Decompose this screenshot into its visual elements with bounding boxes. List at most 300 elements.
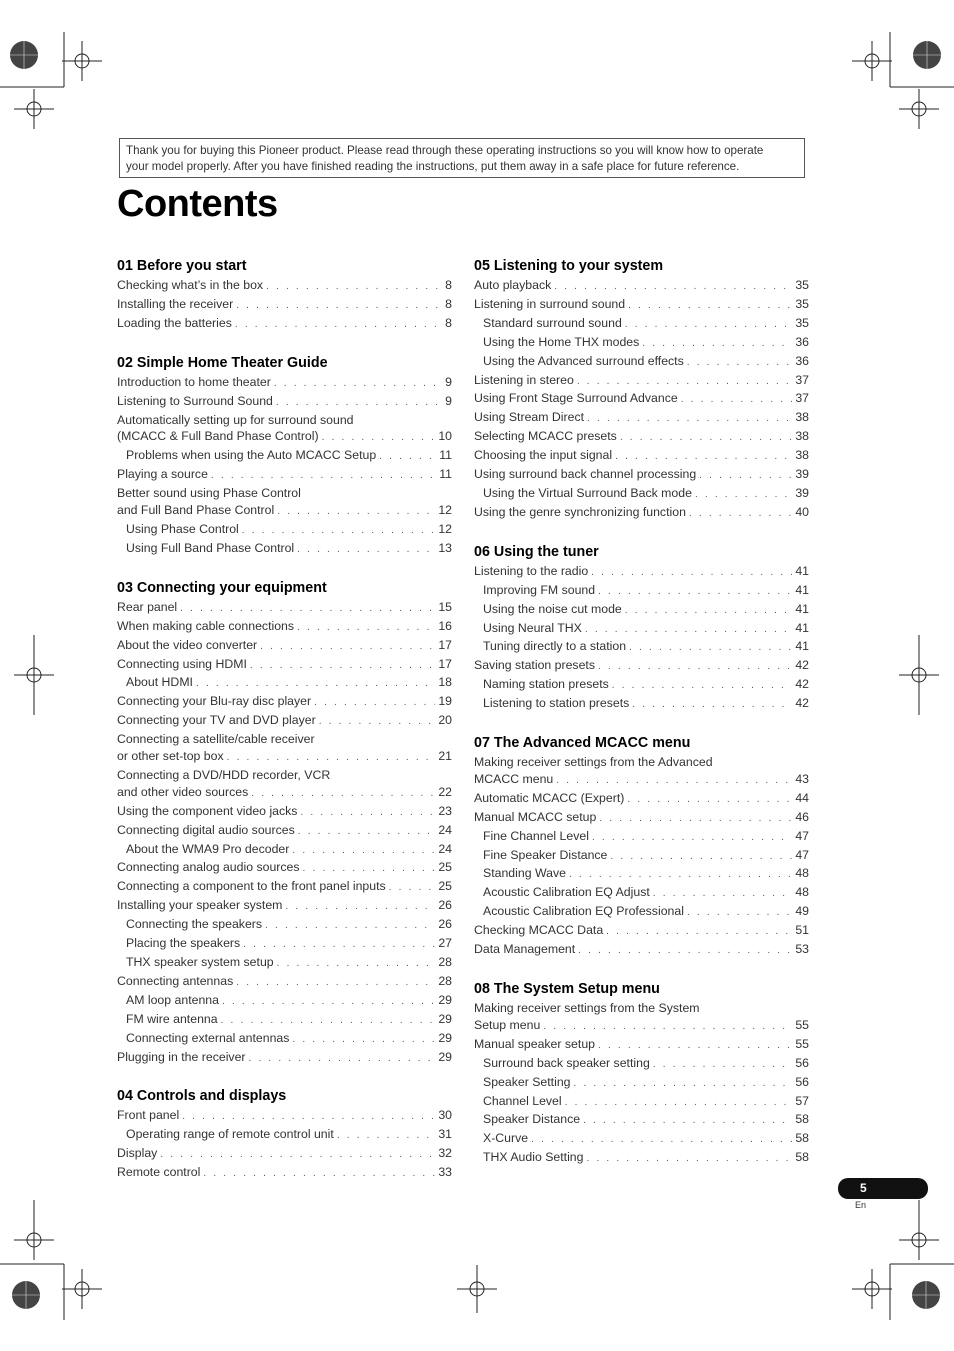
entry-page-number: 29 (438, 1030, 452, 1045)
entry-page-number: 10 (438, 429, 452, 444)
toc-entry[interactable] (117, 521, 452, 540)
toc-entry[interactable] (117, 315, 452, 334)
toc-entry[interactable] (117, 897, 452, 916)
entry-title: About HDMI (126, 675, 193, 690)
entry-title: Standing Wave (483, 866, 566, 881)
entry-page-number: 11 (439, 467, 452, 482)
dot-leader (556, 773, 792, 790)
language-label: En (855, 1200, 867, 1210)
toc-entry[interactable] (474, 582, 809, 601)
dot-leader (583, 1113, 792, 1130)
entry-title: Connecting your Blu-ray disc player (117, 694, 312, 709)
dot-leader (182, 1109, 435, 1126)
toc-entry[interactable] (117, 822, 452, 841)
entry-title: Using the Advanced surround effects (483, 353, 684, 368)
dot-leader (543, 1019, 792, 1036)
entry-page-number: 31 (438, 1127, 452, 1142)
entry-page-number: 17 (438, 656, 452, 671)
entry-title: X-Curve (483, 1131, 529, 1146)
entry-page-number: 16 (438, 618, 452, 633)
dot-leader (578, 943, 792, 960)
entry-page-number: 55 (795, 1017, 809, 1032)
entry-page-number: 51 (795, 923, 809, 938)
entry-title: Connecting your TV and DVD player (117, 713, 316, 728)
entry-title: (MCACC & Full Band Phase Control) (117, 429, 319, 444)
entry-page-number: 42 (795, 658, 809, 673)
entry-page-number: 23 (438, 803, 452, 818)
toc-entry[interactable] (117, 992, 452, 1011)
dot-leader (689, 506, 792, 523)
toc-entry[interactable] (117, 374, 452, 393)
dot-leader (699, 468, 792, 485)
entry-page-number: 30 (438, 1108, 452, 1123)
entry-page-number: 53 (795, 942, 809, 957)
toc-entry[interactable] (117, 393, 452, 412)
dot-leader (615, 449, 792, 466)
dot-leader (599, 811, 792, 828)
toc-entry[interactable] (474, 353, 809, 372)
entry-title: Saving station presets (474, 658, 595, 673)
dot-leader (389, 880, 436, 897)
dot-leader (276, 395, 442, 412)
dot-leader (586, 1151, 792, 1168)
entry-title: Connecting the speakers (126, 917, 263, 932)
entry-page-number: 25 (438, 860, 452, 875)
dot-leader (297, 542, 435, 559)
entry-title: Connecting a satellite/cable receiver (117, 732, 315, 747)
toc-entry[interactable] (474, 315, 809, 334)
entry-page-number: 39 (795, 467, 809, 482)
toc-entry[interactable] (117, 973, 452, 992)
entry-page-number: 18 (438, 675, 452, 690)
entry-title: Auto playback (474, 278, 552, 292)
dot-leader (203, 1166, 435, 1183)
entry-title: Connecting analog audio sources (117, 860, 300, 875)
dot-leader (266, 279, 442, 296)
toc-entry[interactable] (117, 637, 452, 656)
entry-page-number: 36 (795, 353, 809, 368)
entry-title: Using the noise cut mode (483, 601, 622, 616)
toc-entry[interactable] (474, 372, 809, 391)
toc-entry[interactable] (117, 767, 452, 784)
dot-leader (606, 924, 792, 941)
entry-page-number: 44 (795, 790, 809, 805)
toc-entry[interactable] (117, 803, 452, 822)
section-heading: 04 Controls and displays (117, 1088, 287, 1105)
toc-entry[interactable] (117, 1030, 452, 1049)
toc-entry[interactable] (117, 277, 452, 296)
entry-page-number: 37 (795, 372, 809, 387)
dot-leader (180, 601, 435, 618)
entry-page-number: 48 (795, 885, 809, 900)
entry-page-number: 38 (795, 410, 809, 425)
entry-page-number: 47 (795, 828, 809, 843)
entry-title: Loading the batteries (117, 315, 232, 330)
toc-entry[interactable] (117, 1107, 452, 1126)
entry-page-number: 9 (445, 374, 452, 389)
entry-title: Manual speaker setup (474, 1036, 595, 1051)
toc-entry[interactable] (474, 334, 809, 353)
toc-entry[interactable] (474, 809, 809, 828)
entry-title: Display (117, 1146, 158, 1161)
entry-page-number: 42 (795, 696, 809, 711)
dot-leader (628, 298, 792, 315)
toc-entry[interactable] (474, 485, 809, 504)
dot-leader (577, 374, 793, 391)
toc-entry[interactable] (474, 447, 809, 466)
entry-page-number: 17 (438, 637, 452, 652)
entry-title: Connecting external antennas (126, 1030, 290, 1045)
toc-entry[interactable] (117, 412, 452, 429)
toc-right-column (474, 256, 809, 1187)
toc-entry[interactable] (117, 916, 452, 935)
entry-page-number: 8 (445, 296, 452, 311)
dot-leader (610, 849, 792, 866)
toc-entry[interactable] (117, 1145, 452, 1164)
intro-line-1: Thank you for buying this Pioneer product. Please read through these operating instructions so you will know how to operate (126, 144, 764, 157)
entry-page-number: 8 (445, 315, 452, 330)
entry-page-number: 38 (795, 448, 809, 463)
entry-title: Using surround back channel processing (474, 467, 697, 482)
entry-page-number: 48 (795, 866, 809, 881)
dot-leader (260, 639, 435, 656)
dot-leader (236, 975, 435, 992)
entry-title: Connecting antennas (117, 973, 234, 988)
toc-entry[interactable] (117, 1049, 452, 1068)
entry-title: Tuning directly to a station (483, 639, 627, 654)
dot-leader (236, 298, 442, 315)
toc-entry[interactable] (474, 695, 809, 714)
entry-title: Channel Level (483, 1093, 562, 1108)
dot-leader (625, 317, 793, 334)
entry-title: Installing your speaker system (117, 898, 283, 913)
entry-title: Listening in surround sound (474, 296, 626, 311)
toc-entry[interactable] (474, 884, 809, 903)
toc-entry[interactable] (474, 601, 809, 620)
section-heading: 01 Before you start (117, 258, 247, 274)
dot-leader (687, 905, 792, 922)
toc-entry[interactable] (117, 1164, 452, 1183)
entry-page-number: 12 (438, 521, 452, 536)
toc-entry[interactable] (474, 847, 809, 866)
toc-entry[interactable] (474, 771, 809, 790)
toc-entry[interactable] (474, 828, 809, 847)
entry-title: Installing the receiver (117, 296, 234, 311)
toc-entry[interactable] (117, 878, 452, 897)
section-heading: 07 The Advanced MCACC menu (474, 735, 691, 752)
entry-page-number: 28 (438, 955, 452, 969)
dot-leader (277, 504, 435, 521)
toc-entry[interactable] (117, 618, 452, 637)
toc-entry[interactable] (474, 1093, 809, 1112)
entry-title: Introduction to home theater (117, 374, 271, 389)
dot-leader (211, 468, 436, 485)
entry-title: Using the genre synchronizing function (474, 504, 686, 519)
toc-entry[interactable] (117, 859, 452, 878)
toc-entry[interactable] (474, 1000, 809, 1017)
dot-leader (681, 392, 793, 409)
dot-leader (592, 830, 792, 847)
entry-page-number: 11 (439, 448, 452, 463)
entry-title: THX Audio Setting (483, 1150, 584, 1165)
page-number-badge: 5 (838, 1178, 928, 1199)
dot-leader (653, 886, 793, 903)
entry-page-number: 41 (795, 563, 809, 578)
entry-title: and Full Band Phase Control (117, 503, 275, 518)
toc-entry[interactable] (117, 656, 452, 675)
entry-title: Using Stream Direct (474, 410, 585, 425)
toc-entry[interactable] (117, 296, 452, 315)
dot-leader (598, 1038, 792, 1055)
entry-title: Problems when using the Auto MCACC Setup (126, 448, 377, 463)
entry-title: Better sound using Phase Control (117, 486, 301, 501)
toc-entry[interactable] (117, 428, 452, 447)
toc-entry[interactable] (117, 693, 452, 712)
entry-title: Using the component video jacks (117, 803, 298, 818)
entry-page-number: 26 (438, 898, 452, 913)
entry-title: or other set-top box (117, 749, 224, 764)
dot-leader (598, 584, 792, 601)
toc-entry[interactable] (474, 563, 809, 582)
entry-page-number: 29 (438, 992, 452, 1007)
dot-leader (319, 714, 436, 731)
toc-entry[interactable] (117, 447, 452, 466)
entry-title: Connecting a component to the front panel inputs (117, 879, 386, 894)
entry-page-number: 56 (795, 1055, 809, 1070)
entry-page-number: 41 (795, 620, 809, 635)
entry-page-number: 35 (795, 315, 809, 330)
dot-leader (569, 867, 792, 884)
toc-entry[interactable] (474, 638, 809, 657)
entry-page-number: 37 (795, 391, 809, 406)
dot-leader (629, 640, 792, 657)
entry-page-number: 41 (795, 639, 809, 654)
toc-entry[interactable] (474, 657, 809, 676)
toc-entry[interactable] (474, 941, 809, 960)
dot-leader (298, 824, 436, 841)
dot-leader (221, 1013, 436, 1030)
dot-leader (251, 786, 435, 803)
toc-entry[interactable] (117, 540, 452, 559)
entry-title: Making receiver settings from the Advanced (474, 755, 713, 770)
entry-title: Connecting using HDMI (117, 656, 247, 671)
dot-leader (235, 317, 442, 334)
entry-page-number: 46 (795, 809, 809, 824)
entry-title: Checking what’s in the box (117, 278, 264, 292)
dot-leader (574, 1076, 793, 1093)
dot-leader (587, 411, 792, 428)
toc-section (474, 542, 809, 714)
toc-entry[interactable] (117, 731, 452, 748)
entry-title: Playing a source (117, 467, 208, 482)
entry-page-number: 27 (438, 936, 452, 951)
entry-title: Making receiver settings from the System (474, 1001, 700, 1015)
dot-leader (285, 899, 435, 916)
dot-leader (303, 861, 436, 878)
entry-title: AM loop antenna (126, 992, 219, 1007)
section-heading: 08 The System Setup menu (474, 981, 660, 997)
entry-page-number: 8 (445, 278, 452, 292)
dot-leader (642, 336, 792, 353)
toc-entry[interactable] (474, 428, 809, 447)
entry-page-number: 19 (438, 694, 452, 709)
toc-entry[interactable] (474, 466, 809, 485)
entry-title: Connecting digital audio sources (117, 822, 295, 837)
entry-page-number: 55 (795, 1036, 809, 1051)
entry-title: When making cable connections (117, 618, 295, 633)
page-title: Contents (117, 183, 278, 225)
toc-entry[interactable] (117, 502, 452, 521)
entry-title: MCACC menu (474, 771, 554, 786)
entry-title: Acoustic Calibration EQ Adjust (483, 885, 650, 900)
toc-left-column (117, 256, 452, 1202)
entry-page-number: 58 (795, 1112, 809, 1127)
entry-title: Surround back speaker setting (483, 1055, 650, 1070)
toc-entry[interactable] (474, 277, 809, 296)
toc-entry[interactable] (474, 1074, 809, 1093)
entry-page-number: 35 (795, 278, 809, 292)
entry-title: Using Neural THX (483, 620, 582, 635)
toc-entry[interactable] (117, 841, 452, 860)
entry-title: Automatic MCACC (Expert) (474, 790, 625, 805)
toc-section (474, 256, 809, 523)
entry-page-number: 33 (438, 1165, 452, 1180)
dot-leader (632, 697, 792, 714)
entry-title: Manual MCACC setup (474, 809, 597, 824)
toc-entry[interactable] (474, 754, 809, 771)
dot-leader (591, 565, 792, 582)
dot-leader (625, 603, 793, 620)
entry-page-number: 36 (795, 334, 809, 349)
entry-title: Using Phase Control (126, 521, 239, 536)
toc-entry[interactable] (474, 903, 809, 922)
entry-page-number: 58 (795, 1131, 809, 1146)
toc-entry[interactable] (474, 676, 809, 695)
dot-leader (627, 792, 792, 809)
entry-page-number: 26 (438, 917, 452, 932)
intro-line-2: your model properly. After you have finished reading the instructions, put them away in a safe place for future reference. (126, 160, 740, 173)
dot-leader (612, 678, 793, 695)
entry-page-number: 58 (795, 1150, 809, 1165)
dot-leader (243, 937, 435, 954)
dot-leader (222, 994, 435, 1011)
dot-leader (265, 918, 435, 935)
toc-entry[interactable] (117, 466, 452, 485)
dot-leader (274, 376, 442, 393)
section-heading: 05 Listening to your system (474, 258, 664, 274)
entry-page-number: 39 (795, 485, 809, 500)
entry-title: Listening in stereo (474, 372, 574, 387)
toc-entry[interactable] (474, 620, 809, 639)
toc-section (117, 1086, 452, 1183)
entry-page-number: 40 (795, 504, 809, 519)
entry-page-number: 15 (438, 599, 452, 614)
entry-page-number: 29 (438, 1011, 452, 1026)
entry-title: Data Management (474, 942, 576, 957)
entry-title: Fine Channel Level (483, 828, 589, 843)
entry-title: Speaker Setting (483, 1074, 571, 1089)
toc-entry[interactable] (474, 922, 809, 941)
entry-title: Fine Speaker Distance (483, 847, 608, 862)
entry-title: Listening to Surround Sound (117, 393, 273, 408)
toc-entry[interactable] (474, 1130, 809, 1149)
toc-entry[interactable] (474, 790, 809, 809)
entry-title: Using Full Band Phase Control (126, 540, 295, 555)
dot-leader (292, 1032, 435, 1049)
toc-entry[interactable] (474, 1111, 809, 1130)
entry-title: Automatically setting up for surround sound (117, 412, 354, 427)
entry-page-number: 29 (438, 1049, 452, 1064)
entry-title: Using the Home THX modes (483, 334, 640, 349)
toc-entry[interactable] (474, 1017, 809, 1036)
toc-entry[interactable] (117, 784, 452, 803)
dot-leader (653, 1057, 793, 1074)
entry-page-number: 22 (438, 784, 452, 799)
entry-title: Speaker Distance (483, 1112, 581, 1127)
entry-title: Standard surround sound (483, 315, 622, 330)
toc-entry[interactable] (474, 296, 809, 315)
dot-leader (379, 449, 436, 466)
dot-leader (554, 279, 792, 296)
entry-page-number: 41 (795, 582, 809, 597)
entry-page-number: 47 (795, 847, 809, 862)
entry-page-number: 38 (795, 429, 809, 444)
entry-title: FM wire antenna (126, 1011, 218, 1026)
toc-entry[interactable] (117, 674, 452, 693)
toc-entry[interactable] (117, 1011, 452, 1030)
toc-entry[interactable] (117, 485, 452, 502)
dot-leader (242, 523, 436, 540)
section-heading: 03 Connecting your equipment (117, 579, 327, 596)
entry-title: Plugging in the receiver (117, 1049, 246, 1064)
entry-page-number: 9 (445, 393, 452, 408)
entry-page-number: 28 (438, 973, 452, 988)
toc-entry[interactable] (117, 748, 452, 767)
section-heading: 06 Using the tuner (474, 543, 599, 560)
toc-entry[interactable] (474, 865, 809, 884)
toc-entry[interactable] (117, 935, 452, 954)
entry-page-number: 25 (438, 879, 452, 894)
dot-leader (249, 1051, 436, 1068)
toc-entry[interactable] (474, 1036, 809, 1055)
entry-title: About the video converter (117, 637, 258, 652)
entry-title: Placing the speakers (126, 936, 241, 951)
toc-section (474, 733, 809, 960)
entry-title: Remote control (117, 1165, 201, 1180)
toc-entry[interactable] (117, 712, 452, 731)
toc-entry[interactable] (474, 390, 809, 409)
entry-page-number: 24 (438, 822, 452, 837)
dot-leader (565, 1095, 793, 1112)
toc-entry[interactable] (474, 1055, 809, 1074)
toc-entry[interactable] (474, 1149, 809, 1168)
entry-page-number: 41 (795, 601, 809, 616)
toc-entry[interactable] (474, 504, 809, 523)
dot-leader (695, 487, 792, 504)
toc-entry[interactable] (474, 409, 809, 428)
toc-entry[interactable] (117, 954, 452, 973)
entry-page-number: 24 (438, 841, 452, 856)
entry-page-number: 43 (795, 771, 809, 786)
dot-leader (337, 1128, 436, 1145)
entry-title: Listening to station presets (483, 696, 630, 711)
toc-entry[interactable] (117, 599, 452, 618)
toc-section (117, 353, 452, 559)
entry-page-number: 12 (438, 503, 452, 518)
entry-title: Listening to the radio (474, 563, 589, 578)
toc-entry[interactable] (117, 1126, 452, 1145)
entry-title: Connecting a DVD/HDD recorder, VCR (117, 767, 331, 782)
